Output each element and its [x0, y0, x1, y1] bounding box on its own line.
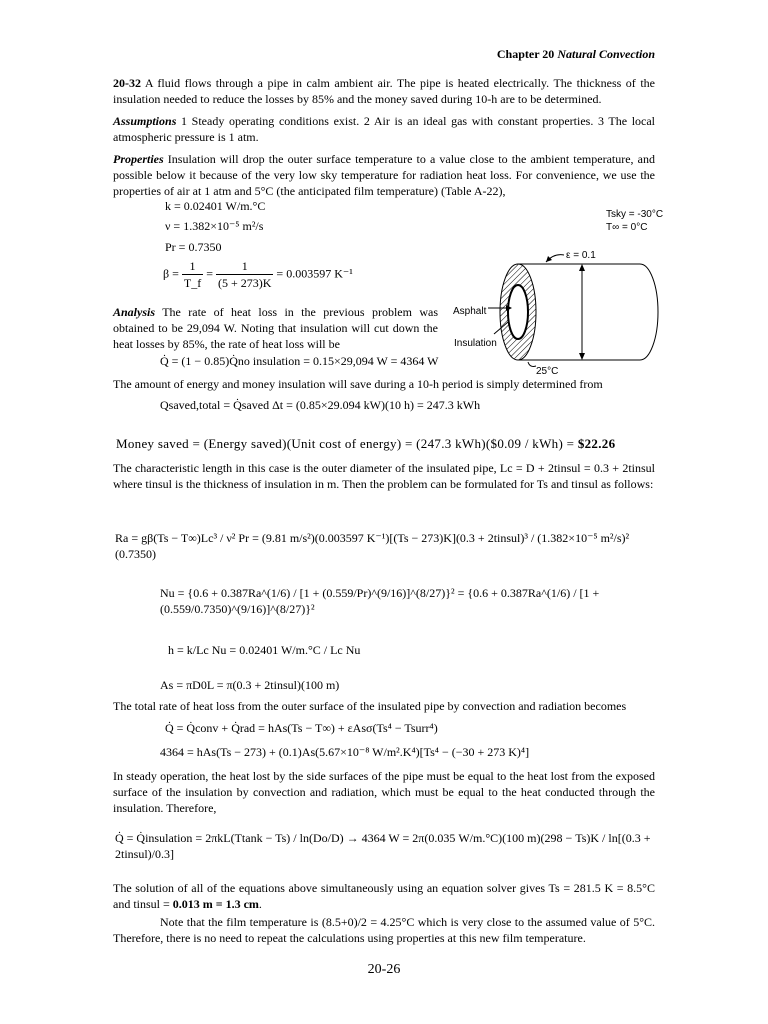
h-equation: h = k/Lc Nu = 0.02401 W/m.°C / Lc Nu: [168, 643, 361, 657]
tinf-label: T∞ = 0°C: [606, 222, 648, 233]
problem-number: 20-32: [113, 76, 141, 90]
temperature-label: 25°C: [536, 366, 559, 377]
area-equation: As = πD0L = π(0.3 + 2tinsul)(100 m): [160, 678, 340, 692]
k-equation: k = 0.02401 W/m.°C: [165, 199, 266, 213]
pipe-body: [518, 264, 658, 360]
tsky-label: Tsky = -30°C: [606, 209, 664, 220]
characteristic-length-paragraph: The characteristic length in this case is the outer diameter of the insulated pipe, Lc = D + 2tinsul = 0.3 + 2tinsul where tinsul is the thickness of insulation in m. Then the problem can be formulated for Ts and tinsul as follows:: [113, 461, 655, 492]
beta-equation: β = $\frac{1}{T\_f}$ = $\frac{1}{(5 + 273)K}$ = 0.003597 K⁻¹: [163, 259, 353, 291]
money-saved-equation: Money saved = (Energy saved)(Unit cost of energy) = (247.3 kWh)($0.09 / kWh) = $22.26: [116, 436, 616, 451]
page-number: 20-26: [367, 962, 401, 977]
chapter-number: Chapter 20: [496, 47, 555, 61]
emissivity-label: ε = 0.1: [566, 250, 596, 261]
steady-operation-paragraph: In steady operation, the heat lost by the side surfaces of the pipe must be equal to the heat lost from the exposed surface of the insulation by convection and radiation, which must be equal to the heat conducted through the insulation. Therefore,: [113, 769, 655, 816]
nu-equation: ν = 1.382×10⁻⁵ m²/s: [165, 219, 264, 233]
problem-statement: 20-32 A fluid flows through a pipe in calm ambient air. The pipe is heated electrically. The thickness of the insulation needed to reduce the losses by 85% and the money saved during 10-h are to be determined.: [113, 76, 655, 107]
heat-balance-equation-2: 4364 = hAs(Ts − 273) + (0.1)As(5.67×10⁻⁸ W/m².K⁴)[Ts⁴ − (−30 + 273 K)⁴]: [160, 745, 530, 759]
chapter-header: [497, 46, 655, 62]
pr-equation: Pr = 0.7350: [165, 240, 222, 254]
nusselt-equation: Nu = {0.6 + 0.387Ra^(1/6) / [1 + (0.559/Pr)^(9/16)]^(8/27)}² = {0.6 + 0.387Ra^(1/6) / [1 + (0.559/0.7350)^(9/16)]^(8/27)}²: [160, 586, 600, 617]
money-saved-result: $22.26: [577, 436, 616, 451]
properties-paragraph: Properties Insulation will drop the outer surface temperature to a value close to the ambient temperature, and possible below it because of the very low sky temperature for radiation heat loss. For convenience, we use the properties of air at 1 atm and 5°C (the anticipated film temperature) (Table A-22),: [113, 152, 656, 199]
assumptions-label: Assumptions: [113, 114, 177, 128]
properties-label: Properties: [113, 152, 164, 166]
solution-paragraph: The solution of all of the equations above simultaneously using an equation solver gives Ts = 281.5 K = 8.5°C and tinsul = 0.013 m = 1.3 cm.: [113, 881, 655, 912]
thickness-result: 0.013 m = 1.3 cm: [172, 897, 259, 912]
asphalt-label: Asphalt: [453, 306, 487, 317]
insulation-label: Insulation: [454, 338, 497, 349]
chapter-title: Natural Convection: [557, 47, 655, 61]
rayleigh-equation: Ra = gβ(Ts − T∞)Lc³ / ν² Pr = (9.81 m/s²)(0.003597 K⁻¹)[(Ts − 273)K](0.3 + 2tinsul)³ / (1.382×10⁻⁵ m²/s)² (0.7350): [115, 531, 630, 562]
total-heat-paragraph: The total rate of heat loss from the outer surface of the insulated pipe by convection and radiation becomes: [113, 699, 627, 713]
energy-saved-intro: The amount of energy and money insulation will save during a 10-h period is simply determined from: [113, 377, 603, 391]
temperature-pointer: [528, 362, 536, 367]
insulated-pipe-figure: [470, 250, 670, 380]
analysis-label: Analysis: [113, 305, 156, 319]
asphalt-pipe: [508, 285, 528, 339]
insulation-conduction-equation: Q̇ = Q̇insulation = 2πkL(Ttank − Ts) / ln(Do/D) → 4364 W = 2π(0.035 W/m.°C)(100 m)(298 − Ts)K / ln[(0.3 + 2tinsul)/0.3]: [115, 831, 651, 862]
energy-saved-equation: Qsaved,total = Q̇saved Δt = (0.85×29.094 kW)(10 h) = 247.3 kWh: [160, 398, 481, 412]
analysis-paragraph: Analysis The rate of heat loss in the previous problem was obtained to be 29,094 W. Noting that insulation will cut down the heat losses by 85%, the rate of heat loss will be: [113, 305, 438, 352]
heat-loss-equation: Q̇ = (1 − 0.85)Q̇no insulation = 0.15×29,094 W = 4364 W: [160, 354, 439, 368]
assumptions-paragraph: Assumptions 1 Steady operating conditions exist. 2 Air is an ideal gas with constant properties. 3 The local atmospheric pressure is 1 atm.: [113, 114, 656, 145]
film-temperature-note: Note that the film temperature is (8.5+0)/2 = 4.25°C which is very close to the assumed value of 5°C. Therefore, there is no need to repeat the calculations using properties at this new film temperature.: [113, 915, 655, 946]
heat-balance-equation-1: Q̇ = Q̇conv + Q̇rad = hAs(Ts − T∞) + εAsσ(Ts⁴ − Tsurr⁴): [165, 721, 438, 735]
